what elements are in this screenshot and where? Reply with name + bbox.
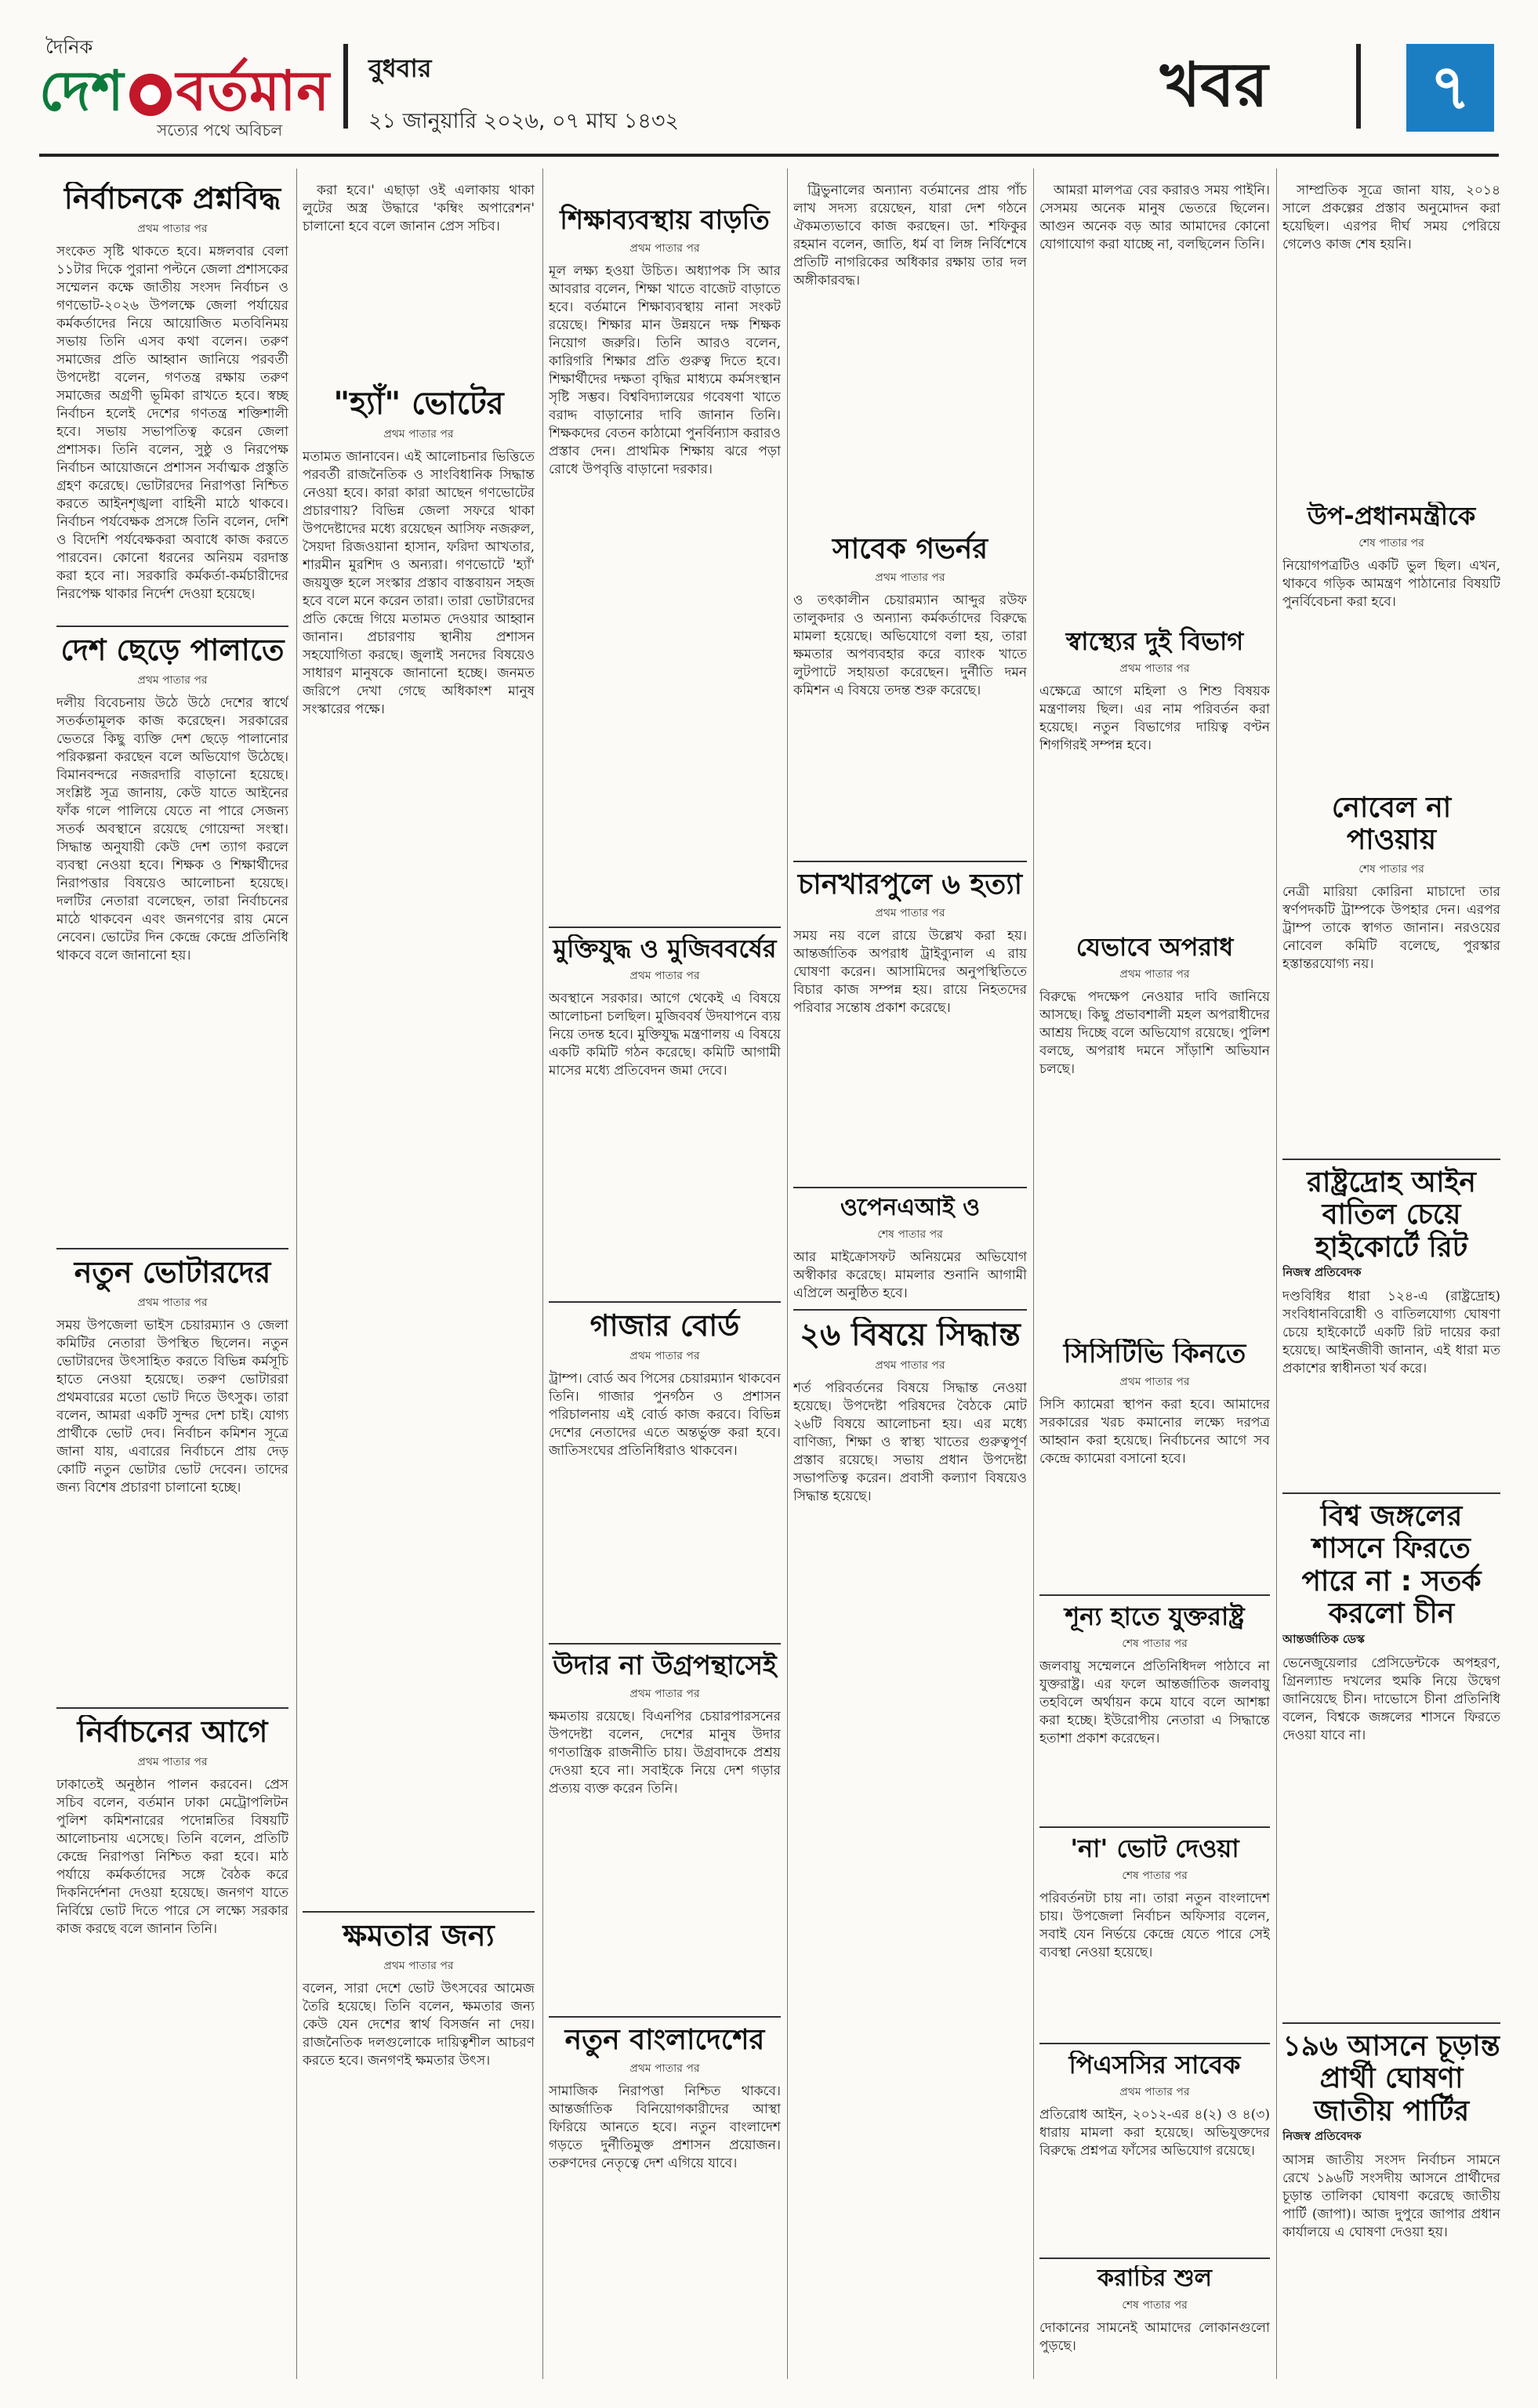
article-body: সময় উপজেলা ভাইস চেয়ারম্যান ও জেলা কমিটির নেতারা উপস্থিত ছিলেন। নতুন ভোটারদের উৎসাহিত করতে বিভিন্ন কর্মসূচি হাতে নেওয়া হয়েছে। তরুণ ভোটাররা প্রথমবারের মতো ভোট দিতে উৎসুক। তারা বলেন, আমরা একটি সুন্দর দেশ চাই। যোগ্য প্রার্থীকে ভোট দেব। নির্বাচন কমিশন সূত্রে জানা যায়, এবারের নির্বাচনে প্রায় দেড় কোটি নতুন ভোটার ভোট দেবেন। তাদের জন্য বিশেষ প্রচারণা চালানো হচ্ছে। xyxy=(56,1317,288,1496)
article-headline[interactable]: উদার না উগ্রপন্থাসেই xyxy=(553,1651,777,1681)
article-separator xyxy=(56,626,288,627)
article-na-vote[interactable] xyxy=(1039,1834,1270,2038)
byline: আন্তর্জাতিক ডেস্ক xyxy=(1282,1631,1365,1646)
article-separator xyxy=(1282,1492,1500,1494)
article-body: সংকেত সৃষ্টি থাকতে হবে। মঙ্গলবার বেলা ১১টার দিকে পুরানা পল্টনে জেলা প্রশাসকের সম্মেলন কক্ষে জাতীয় সংসদ নির্বাচন ও গণভোট-২০২৬ উপলক্ষে জেলা পর্যায়ের কর্মকর্তাদের নিয়ে আয়োজিত মতবিনিময় সভায় তিনি এসব কথা বলেন। তরুণ সমাজের প্রতি আহ্বান জানিয়ে পরবর্তী উপদেষ্টা বলেন, গণতন্ত্র রক্ষায় তরুণ সমাজের অগ্রণী ভূমিকা রাখতে হবে। স্বচ্ছ নির্বাচন হলেই দেশের গণতন্ত্র শক্তিশালী হবে। সভায় সভাপতিত্ব করেন জেলা প্রশাসক। তিনি বলেন, সুষ্ঠু ও নিরপেক্ষ নির্বাচন আয়োজনে প্রশাসন সর্বাত্মক প্রস্তুতি গ্রহণ করেছে। ভোটারদের নিরাপত্তা নিশ্চিত করতে আইনশৃঙ্খলা বাহিনী মাঠে থাকবে। নির্বাচন পর্যবেক্ষক প্রসঙ্গে তিনি বলেন, দেশি ও বিদেশি পর্যবেক্ষকরা অবাধে কাজ করতে পারবেন। কোনো ধরনের অনিয়ম বরদাস্ত করা হবে না। সরকারি কর্মকর্তা-কর্মচারীদের নিরপেক্ষ থাকার নির্দেশ দেওয়া হয়েছে। xyxy=(56,243,288,602)
article-26-bishoye[interactable] xyxy=(793,1317,1027,2374)
article-body: সময় নয় বলে রায়ে উল্লেখ করা হয়। আন্তর্জাতিক অপরাধ ট্রাইব্যুনাল এ রায় ঘোষণা করেন। আসামিদের অনুপস্থিতিতে বিচার কাজ সম্পন্ন হয়। রায়ে নিহতদের পরিবার সন্তোষ প্রকাশ করেছে। xyxy=(793,928,1027,1017)
column-divider xyxy=(542,169,543,2379)
article-headline[interactable]: শূন্য হাতে যুক্তরাষ্ট্র xyxy=(1065,1602,1245,1631)
section-divider xyxy=(1356,44,1361,129)
article-body: বিরুদ্ধে পদক্ষেপ নেওয়ার দাবি জানিয়ে আসছে। কিছু প্রভাবশালী মহল অপরাধীদের আশ্রয় দিচ্ছে বলে অভিযোগ রয়েছে। পুলিশ বলছে, অপরাধ দমনে সাঁড়াশি অভিযান চলছে। xyxy=(1039,988,1270,1077)
article-separator xyxy=(1039,2043,1270,2044)
article-cctv-kinte[interactable] xyxy=(1039,1339,1270,1590)
article-body-top: আমরা মালপত্র বের করারও সময় পাইনি। সেসময় অনেক মানুষ ভেতরে ছিলেন। আগুন অনেক বড় আর আমাদের কোনো যোগাযোগ করা যাচ্ছে না, বলছিলেন তিনি। xyxy=(1039,183,1270,252)
article-jebhabe-oporadh[interactable] xyxy=(1039,933,1270,1231)
column-divider xyxy=(1033,169,1034,2379)
logo-seal-icon xyxy=(129,74,172,116)
article-headline[interactable]: পিএসসির সাবেক xyxy=(1068,2051,1241,2080)
logo-tagline: সত্যের পথে অবিচল xyxy=(157,121,283,140)
article-body: ক্ষমতায় রয়েছে। বিএনপির চেয়ারপারসনের উপদেষ্টা বলেন, দেশের মানুষ উদার গণতান্ত্রিক রাজনীতি চায়। উগ্রবাদকে প্রশ্রয় দেওয়া হবে না। সবাইকে নিয়ে দেশ গড়ার প্রত্যয় ব্যক্ত করেন তিনি। xyxy=(549,1709,781,1797)
continuation-note: প্রথম পাতার পর xyxy=(1119,967,1190,981)
continuation-note: শেষ পাতার পর xyxy=(877,1228,943,1241)
article-notun-votarder[interactable] xyxy=(56,1256,288,1703)
article-headline[interactable]: গাজার বোর্ড xyxy=(589,1309,740,1343)
article-headline[interactable]: নতুন ভোটারদের xyxy=(74,1256,271,1289)
logo-part2: বর্তমান xyxy=(176,59,331,123)
article-bishwa-jongol[interactable] xyxy=(1282,1500,1500,2018)
article-separator xyxy=(793,861,1027,862)
article-headline[interactable]: ১৯৬ আসনে চূড়ান্ত প্রার্থী ঘোষণা জাতীয় পার্টির xyxy=(1282,2030,1500,2127)
article-desh-chhere-palate[interactable] xyxy=(56,633,288,1245)
newspaper-logo[interactable] xyxy=(39,11,331,140)
continuation-note: প্রথম পাতার পর xyxy=(383,428,454,441)
article-headline[interactable]: উপ-প্রধানমন্ত্রীকে xyxy=(1307,502,1476,531)
article-headline[interactable]: শিক্ষাব্যবস্থায় বাড়তি xyxy=(560,205,770,236)
continuation-note: শেষ পাতার পর xyxy=(1122,1637,1188,1650)
article-body: আসন্ন জাতীয় সংসদ নির্বাচন সামনে রেখে ১৯৬টি সংসদীয় আসনে প্রার্থীদের চূড়ান্ত তালিকা ঘোষণা করেছে জাতীয় পার্টি (জাপা)। আজ দুপুরে জাপার প্রধান কার্যালয়ে এ ঘোষণা দেওয়া হয়। xyxy=(1282,2152,1500,2241)
weekday: বুধবার xyxy=(368,53,432,83)
article-psc-sabek[interactable] xyxy=(1039,2051,1270,2254)
article-separator xyxy=(549,927,781,928)
article-sasthyer-dui-bibhag[interactable] xyxy=(1039,182,1270,927)
masthead xyxy=(0,0,1538,169)
article-separator xyxy=(793,1187,1027,1188)
continuation-note: প্রথম পাতার পর xyxy=(875,907,945,920)
article-headline[interactable]: নোবেল না পাওয়ায় xyxy=(1331,792,1452,857)
article-udar-na-ugropontha[interactable] xyxy=(549,1651,781,2011)
article-body-top: সাম্প্রতিক সূত্রে জানা যায়, ২০১৪ সালে প্রকল্পের প্রস্তাব অনুমোদন করা হয়েছিল। এরপর দীর্ঘ সময় পেরিয়ে গেলেও কাজ শেষ হয়নি। xyxy=(1282,183,1500,252)
masthead-rule xyxy=(39,154,1499,157)
continuation-note: শেষ পাতার পর xyxy=(1122,1869,1188,1882)
article-separator xyxy=(56,1707,288,1709)
article-shikkha-bebostha[interactable] xyxy=(549,182,781,923)
continuation-note: প্রথম পাতার পর xyxy=(629,1349,700,1362)
column-divider xyxy=(787,169,788,2379)
article-shunno-hate-usa[interactable] xyxy=(1039,1602,1270,1822)
article-nirbachoner-age[interactable] xyxy=(56,1715,288,2374)
article-separator xyxy=(1282,1159,1500,1160)
article-body: জলবায়ু সম্মেলনে প্রতিনিধিদল পাঠাবে না যুক্তরাষ্ট্র। এর ফলে আন্তর্জাতিক জলবায়ু তহবিলে অর্থায়ন কমে যাবে বলে আশঙ্কা করা হচ্ছে। ইউরোপীয় নেতারা এ সিদ্ধান্তে হতাশা প্রকাশ করেছেন। xyxy=(1039,1658,1270,1746)
article-separator xyxy=(1282,2022,1500,2024)
article-body: ঢাকাতেই অনুষ্ঠান পালন করবেন। প্রেস সচিব বলেন, বর্তমান ঢাকা মেট্রোপলিটন পুলিশ কমিশনারের পদোন্নতির বিষয়টি আলোচনায় এসেছে। তিনি বলেন, প্রতিটি কেন্দ্রে নিরাপত্তা নিশ্চিত করা হবে। মাঠ পর্যায়ে কর্মকর্তাদের সঙ্গে বৈঠক করে দিকনির্দেশনা দেওয়া হয়েছে। জনগণ যাতে নির্বিঘ্নে ভোট দিতে পারে সে লক্ষ্যে সরকার কাজ করছে বলে জানান তিনি। xyxy=(56,1776,288,1937)
date-text: ২১ জানুয়ারি ২০২৬, ০৭ মাঘ ১৪৩২ xyxy=(368,109,679,133)
article-body: দোকানের সামনেই আমাদের লোকানগুলো পুড়ছে। xyxy=(1039,2319,1270,2354)
article-column6-top xyxy=(1282,182,1500,495)
article-headline[interactable]: ওপেনএআই ও xyxy=(840,1195,981,1221)
article-separator xyxy=(303,1911,535,1913)
column-divider xyxy=(1276,169,1277,2379)
article-separator xyxy=(1039,2258,1270,2259)
article-headline[interactable]: ক্ষমতার জন্য xyxy=(343,1919,495,1953)
article-body: নেত্রী মারিয়া কোরিনা মাচাদো তার স্বর্ণপদকটি ট্রাম্পকে উপহার দেন। এরপর ট্রাম্প তাকে স্বাগত জানান। নরওয়ের নোবেল কমিটি বলেছে, পুরস্কার হস্তান্তরযোগ্য নয়। xyxy=(1282,883,1500,972)
continuation-note: প্রথম পাতার পর xyxy=(383,1959,454,1972)
article-headline[interactable]: বিশ্ব জঙ্গলের শাসনে ফিরতে পারে না : সতর্ক করলো চীন xyxy=(1301,1500,1482,1630)
article-body: নিয়োগপত্রটিও একটি ভুল ছিল। এখন, থাকবে গড়িক আমন্ত্রণ পাঠানোর বিষয়টি পুনর্বিবেচনা করা হবে। xyxy=(1282,557,1500,610)
continuation-note: শেষ পাতার পর xyxy=(1122,2298,1188,2312)
article-separator xyxy=(1039,1594,1270,1596)
article-body-top: করা হবে।' এছাড়া ওই এলাকায় থাকা লুটের অস্ত্র উদ্ধারে 'কম্বিং অপারেশন' চালানো হবে বলে জানান প্রেস সচিব। xyxy=(303,183,535,234)
article-chankharpul[interactable] xyxy=(793,869,1027,1182)
article-headline[interactable]: স্বাস্থ্যের দুই বিভাগ xyxy=(1065,626,1244,656)
masthead-divider xyxy=(343,44,348,129)
article-headline[interactable]: সিসিটিভি কিনতে xyxy=(1063,1339,1246,1369)
article-body-top: ট্রিভুনালের অন্যান্য বর্তমানের প্রায় পাঁচ লাখ সদস্য রয়েছেন, যারা দেশ গঠনে ঐকমত্যভাবে কাজ করছেন। ডা. শফিকুর রহমান বলেন, জাতি, ধর্ম বা লিঙ্গ নির্বিশেষে প্রতিটি নাগরিকের অধিকার রক্ষায় তার দল অঙ্গীকারবদ্ধ। xyxy=(793,183,1027,288)
continuation-note: শেষ পাতার পর xyxy=(1358,862,1424,876)
article-nobel-na-paoay[interactable] xyxy=(1282,792,1500,1152)
article-body: দলীয় বিবেচনায় উঠে উঠে দেশের স্বার্থে সতর্কতামূলক কাজ করেছেন। সরকারের ভেতরে কিছু ব্যক্তি দেশ ছেড়ে পালানোর পরিকল্পনা করছেন বলে অভিযোগ উঠেছে। বিমানবন্দরে নজরদারি বাড়ানো হয়েছে। সংশ্লিষ্ট সূত্র জানায়, কেউ যাতে আইনের ফাঁক গলে পালিয়ে যেতে না পারে সেজন্য সতর্ক অবস্থানে রয়েছে গোয়েন্দা সংস্থা। সিদ্ধান্ত অনুযায়ী কেউ দেশ ত্যাগ করলে ব্যবস্থা নেওয়া হবে। শিক্ষক ও শিক্ষার্থীদের নিরাপত্তার বিষয়েও আলোচনা হয়েছে। দলটির নেতারা বলেছেন, তারা নির্বাচনের মাঠে থাকবেন এবং জনগণের রায় মেনে নেবেন। ভোটের দিন কেন্দ্রে কেন্দ্রে প্রতিনিধি থাকবে বলে জানানো হয়। xyxy=(56,694,288,963)
logo-part1: দেশ xyxy=(39,59,125,123)
article-body: সামাজিক নিরাপত্তা নিশ্চিত থাকবে। আন্তর্জাতিক বিনিয়োগকারীদের আস্থা ফিরিয়ে আনতে হবে। নতুন বাংলাদেশ গড়তে দুর্নীতিমুক্ত প্রশাসন প্রয়োজন। তরুণদের নেতৃত্বে দেশ এগিয়ে যাবে। xyxy=(549,2083,781,2172)
continuation-note: প্রথম পাতার পর xyxy=(137,222,208,235)
article-body: ও তৎকালীন চেয়ারম্যান আব্দুর রউফ তালুকদার ও অন্যান্য কর্মকর্তাদের বিরুদ্ধে মামলা হয়েছে। অভিযোগে বলা হয়, তারা ক্ষমতার অপব্যবহার করে ব্যাংক খাতে লুটপাটে সহায়তা করেছেন। দুর্নীতি দমন কমিশন এ বিষয়ে তদন্ত শুরু করেছে। xyxy=(793,593,1027,699)
date-box xyxy=(368,49,679,140)
article-headline[interactable]: করাচির শুল xyxy=(1097,2265,1213,2292)
article-notun-bangladesh[interactable] xyxy=(549,2024,781,2374)
article-headline[interactable]: সাবেক গভর্নর xyxy=(832,533,988,565)
article-body: মতামত জানাবেন। এই আলোচনার ভিত্তিতে পরবর্তী রাজনৈতিক ও সাংবিধানিক সিদ্ধান্ত নেওয়া হবে। কারা কারা আছেন গণভোটের প্রচারণায়? বিভিন্ন জেলা সফরে থাকা উপদেষ্টাদের মধ্যে রয়েছেন আসিফ নজরুল, সৈয়দা রিজওয়ানা হাসান, ফরিদা আখতার, শারমীন মুরশিদ ও অন্যরা। গণভোটে 'হ্যাঁ' জয়যুক্ত হলে সংস্কার প্রস্তাব বাস্তবায়ন সহজ হবে বলে মনে করেন তারা। তারা ভোটারদের প্রতি কেন্দ্রে গিয়ে মতামত দেওয়ার আহ্বান জানান। প্রচারণায় স্থানীয় প্রশাসন সহযোগিতা করছে। জুলাই সনদের বিষয়েও সাধারণ মানুষকে জানানো হচ্ছে। জনমত জরিপে দেখা গেছে অধিকাংশ মানুষ সংস্কারের পক্ষে। xyxy=(303,449,535,717)
continuation-note: প্রথম পাতার পর xyxy=(1119,1376,1190,1389)
continuation-note: প্রথম পাতার পর xyxy=(1119,2085,1190,2098)
article-karachir-shul[interactable] xyxy=(1039,2265,1270,2374)
article-separator xyxy=(549,2016,781,2018)
article-headline[interactable]: মুক্তিযুদ্ধ ও মুজিববর্ষের xyxy=(553,934,777,963)
article-body: অবস্থানে সরকার। আগে থেকেই এ বিষয়ে আলোচনা চলছিল। মুজিববর্ষ উদযাপনে ব্যয় নিয়ে তদন্ত হবে। মুক্তিযুদ্ধ মন্ত্রণালয় এ বিষয়ে একটি কমিটি গঠন করেছে। কমিটি আগামী মাসের মধ্যে প্রতিবেদন জমা দেবে। xyxy=(549,990,781,1079)
article-body: মূল লক্ষ্য হওয়া উচিত। অধ্যাপক সি আর আবরার বলেন, শিক্ষা খাতে বাজেট বাড়াতে হবে। বর্তমানে শিক্ষাব্যবস্থায় নানা সংকট রয়েছে। শিক্ষার মান উন্নয়নে দক্ষ শিক্ষক নিয়োগ জরুরি। তিনি আরও বলেন, কারিগরি শিক্ষার প্রতি গুরুত্ব দিতে হবে। শিক্ষার্থীদের দক্ষতা বৃদ্ধির মাধ্যমে কর্মসংস্থান সৃষ্টি সম্ভব। বিশ্ববিদ্যালয়ের গবেষণা খাতে বরাদ্দ বাড়ানোর দাবি জানান তিনি। শিক্ষকদের বেতন কাঠামো পুনর্বিন্যাস করারও প্রস্তাব দেন। প্রাথমিক শিক্ষায় ঝরে পড়া রোধে উপবৃত্তি বাড়ানো দরকার। xyxy=(549,263,781,478)
article-khomotar-jonno[interactable] xyxy=(303,1919,535,2374)
article-ha-voter[interactable] xyxy=(303,182,535,1906)
continuation-note: শেষ পাতার পর xyxy=(1358,536,1424,549)
page-number: ৭ xyxy=(1406,44,1494,132)
article-separator xyxy=(549,1301,781,1303)
article-muktijuddho-mujibborsho[interactable] xyxy=(549,934,781,1295)
article-body: ট্রাম্প। বোর্ড অব পিসের চেয়ারম্যান থাকবেন তিনি। গাজার পুনর্গঠন ও প্রশাসন পরিচালনায় এই বোর্ড কাজ করবে। বিভিন্ন দেশের নেতাদের এতে অন্তর্ভুক্ত করা হবে। জাতিসংঘের প্রতিনিধিরাও থাকবেন। xyxy=(549,1370,781,1459)
column-divider xyxy=(296,169,297,2379)
article-separator xyxy=(549,1643,781,1645)
article-body: ভেনেজুয়েলার প্রেসিডেন্টকে অপহরণ, গ্রিনল্যান্ড দখলের হুমকি নিয়ে উদ্বেগ জানিয়েছে চীন। দাভোসে চীনা প্রতিনিধি বলেন, বিশ্বকে জঙ্গলের শাসনে ফিরতে দেওয়া যাবে না। xyxy=(1282,1655,1500,1743)
article-body: শর্ত পরিবর্তনের বিষয়ে সিদ্ধান্ত নেওয়া হয়েছে। উপদেষ্টা পরিষদের বৈঠকে মোট ২৬টি বিষয়ে আলোচনা হয়। এর মধ্যে বাণিজ্য, শিক্ষা ও স্বাস্থ্য খাতের গুরুত্বপূর্ণ প্রস্তাব রয়েছে। সভায় প্রধান উপদেষ্টা সভাপতিত্ব করেন। প্রবাসী কল্যাণ বিষয়েও সিদ্ধান্ত হয়েছে। xyxy=(793,1380,1027,1504)
article-separator xyxy=(56,1248,288,1249)
article-headline[interactable]: চানখারপুলে ৬ হত্যা xyxy=(797,869,1023,901)
article-openai[interactable] xyxy=(793,1195,1027,1304)
continuation-note: প্রথম পাতার পর xyxy=(875,1359,945,1372)
article-headline[interactable]: রাষ্ট্রদ্রোহ আইন বাতিল চেয়ে হাইকোর্টে রিট xyxy=(1307,1166,1476,1264)
article-body: এক্ষেত্রে আগে মহিলা ও শিশু বিষয়ক মন্ত্রণালয় ছিল। এর নাম পরিবর্তন করা হয়েছে। নতুন বিভাগের দায়িত্ব বণ্টন শিগগিরই সম্পন্ন হবে। xyxy=(1039,683,1270,753)
article-body: আর মাইক্রোসফট অনিয়মের অভিযোগ অস্বীকার করেছে। মামলার শুনানি আগামী এপ্রিলে অনুষ্ঠিত হবে। xyxy=(793,1249,1027,1301)
continuation-note: প্রথম পাতার পর xyxy=(629,969,700,982)
article-headline[interactable]: যেভাবে অপরাধ xyxy=(1076,933,1234,962)
article-separator xyxy=(793,1309,1027,1311)
article-headline[interactable]: নির্বাচনের আগে xyxy=(77,1715,268,1749)
article-rashtrodroho-ain[interactable] xyxy=(1282,1166,1500,1488)
article-196-asone[interactable] xyxy=(1282,2030,1500,2374)
continuation-note: প্রথম পাতার পর xyxy=(875,571,945,585)
article-separator xyxy=(1039,1826,1270,1828)
continuation-note: প্রথম পাতার পর xyxy=(1119,662,1190,675)
byline: নিজস্ব প্রতিবেদক xyxy=(1282,1265,1362,1280)
article-headline[interactable]: 'না' ভোট দেওয়া xyxy=(1070,1834,1239,1863)
section-title: খবর xyxy=(1160,50,1268,121)
continuation-note: প্রথম পাতার পর xyxy=(137,673,208,687)
article-gazar-board[interactable] xyxy=(549,1309,781,1638)
article-body: প্রতিরোধ আইন, ২০১২-এর ৪(২) ও ৪(৩) ধারায় মামলা করা হয়েছে। অভিযুক্তদের বিরুদ্ধে প্রশ্নপত্র ফাঁসের অভিযোগ রয়েছে। xyxy=(1039,2106,1270,2159)
article-headline[interactable]: ২৬ বিষয়ে সিদ্ধান্ত xyxy=(800,1317,1021,1353)
byline: নিজস্ব প্রতিবেদক xyxy=(1282,2129,1362,2144)
continuation-note: প্রথম পাতার পর xyxy=(137,1296,208,1309)
continuation-note: প্রথম পাতার পর xyxy=(629,2062,700,2076)
article-body: বলেন, সারা দেশে ভোট উৎসবের আমেজ তৈরি হয়েছে। তিনি বলেন, ক্ষমতার জন্য কেউ যেন দেশের স্বার্থ বিসর্জন না দেয়। রাজনৈতিক দলগুলোকে দায়িত্বশীল আচরণ করতে হবে। জনগণই ক্ষমতার উৎস। xyxy=(303,1980,535,2069)
logo-daily: দৈনিক xyxy=(45,36,93,58)
article-body: দণ্ডবিধির ধারা ১২৪-এ (রাষ্ট্রদ্রোহ) সংবিধানবিরোধী ও বাতিলযোগ্য ঘোষণা চেয়ে হাইকোর্টে একটি রিট দায়ের করা হয়েছে। আইনজীবী জানান, এই ধারা মত প্রকাশের স্বাধীনতা খর্ব করে। xyxy=(1282,1289,1500,1377)
article-sabek-governor[interactable] xyxy=(793,182,1027,856)
article-headline[interactable]: দেশ ছেড়ে পালাতে xyxy=(60,633,285,667)
article-body: সিসি ক্যামেরা স্থাপন করা হবে। আমাদের সরকারের খরচ কমানোর লক্ষ্যে দরপত্র আহ্বান করা হয়েছে। নির্বাচনের আগে সব কেন্দ্রে ক্যামেরা বসানো হবে। xyxy=(1039,1397,1270,1467)
continuation-note: প্রথম পাতার পর xyxy=(629,242,700,256)
article-headline[interactable]: নতুন বাংলাদেশের xyxy=(564,2024,765,2056)
article-up-prodhanmontri[interactable] xyxy=(1282,502,1500,768)
article-headline[interactable]: "হ্যাঁ" ভোটের xyxy=(333,386,504,422)
article-body: পরিবর্তনটা চায় না। তারা নতুন বাংলাদেশ চায়। উপজেলা নির্বাচন অফিসার বলেন, সবাই যেন নির্ভয়ে কেন্দ্রে যেতে পারে সেই ব্যবস্থা নেওয়া হয়েছে। xyxy=(1039,1890,1270,1960)
article-headline[interactable]: নির্বাচনকে প্রশ্নবিদ্ধ xyxy=(63,182,281,216)
continuation-note: প্রথম পাতার পর xyxy=(629,1688,700,1701)
continuation-note: প্রথম পাতার পর xyxy=(137,1755,208,1768)
article-nirbachon-prosnobiddho[interactable] xyxy=(56,182,288,619)
